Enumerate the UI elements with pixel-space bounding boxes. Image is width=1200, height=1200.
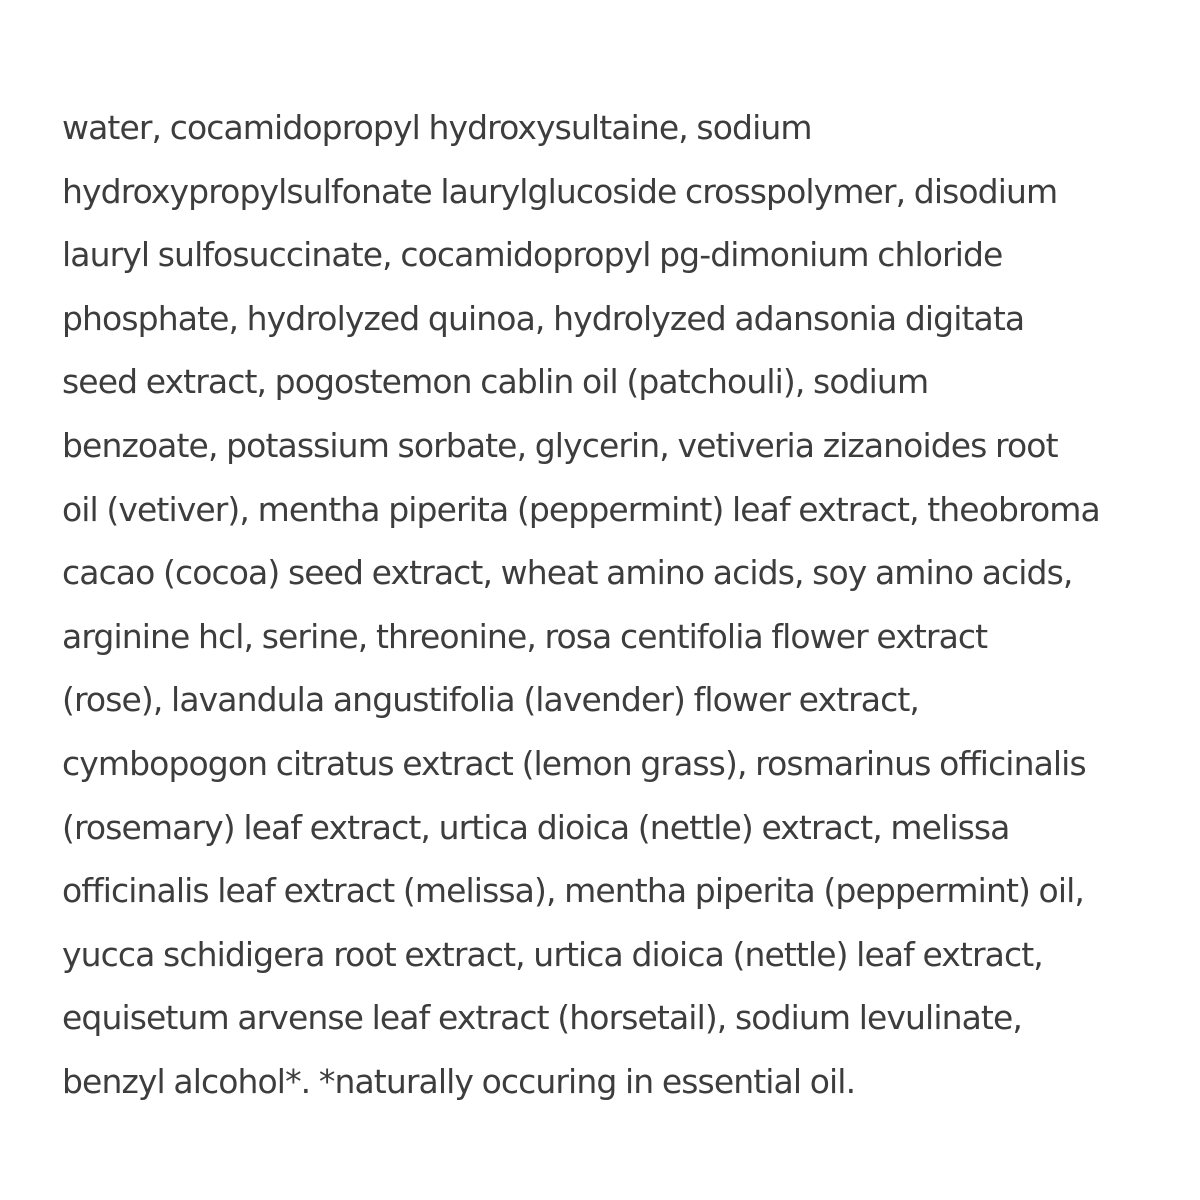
ingredients-line-1: water, cocamidopropyl hydroxysultaine, sodium bbox=[62, 108, 812, 147]
ingredients-line-10: (rose), lavandula angustifolia (lavender) flower extract, bbox=[62, 680, 919, 720]
ingredients-line-7: oil (vetiver), mentha piperita (peppermint) leaf extract, theobroma bbox=[62, 489, 1100, 529]
ingredients-line-14: yucca schidigera root extract, urtica dioica (nettle) leaf extract, bbox=[62, 934, 1043, 974]
ingredients-line-4: phosphate, hydrolyzed quinoa, hydrolyzed adansonia digitata bbox=[62, 298, 1025, 338]
ingredients-line-9: arginine hcl, serine, threonine, rosa centifolia flower extract bbox=[62, 616, 988, 656]
ingredients-line-11: cymbopogon citratus extract (lemon grass), rosmarinus officinalis bbox=[62, 743, 1086, 783]
ingredients-list bbox=[62, 96, 1172, 1114]
ingredients-line-8: cacao (cocoa) seed extract, wheat amino acids, soy amino acids, bbox=[62, 553, 1073, 593]
ingredients-line-2: hydroxypropylsulfonate laurylglucoside crosspolymer, disodium bbox=[62, 171, 1058, 211]
ingredients-line-13: officinalis leaf extract (melissa), mentha piperita (peppermint) oil, bbox=[62, 871, 1084, 911]
ingredients-line-15: equisetum arvense leaf extract (horsetail), sodium levulinate, bbox=[62, 998, 1022, 1038]
ingredients-line-16: benzyl alcohol*. *naturally occuring in essential oil. bbox=[62, 1061, 856, 1101]
ingredients-line-3: lauryl sulfosuccinate, cocamidopropyl pg-dimonium chloride bbox=[62, 235, 1003, 275]
ingredients-line-5: seed extract, pogostemon cablin oil (patchouli), sodium bbox=[62, 362, 929, 402]
ingredients-line-12: (rosemary) leaf extract, urtica dioica (nettle) extract, melissa bbox=[62, 807, 1010, 847]
ingredients-line-6: benzoate, potassium sorbate, glycerin, vetiveria zizanoides root bbox=[62, 425, 1058, 465]
